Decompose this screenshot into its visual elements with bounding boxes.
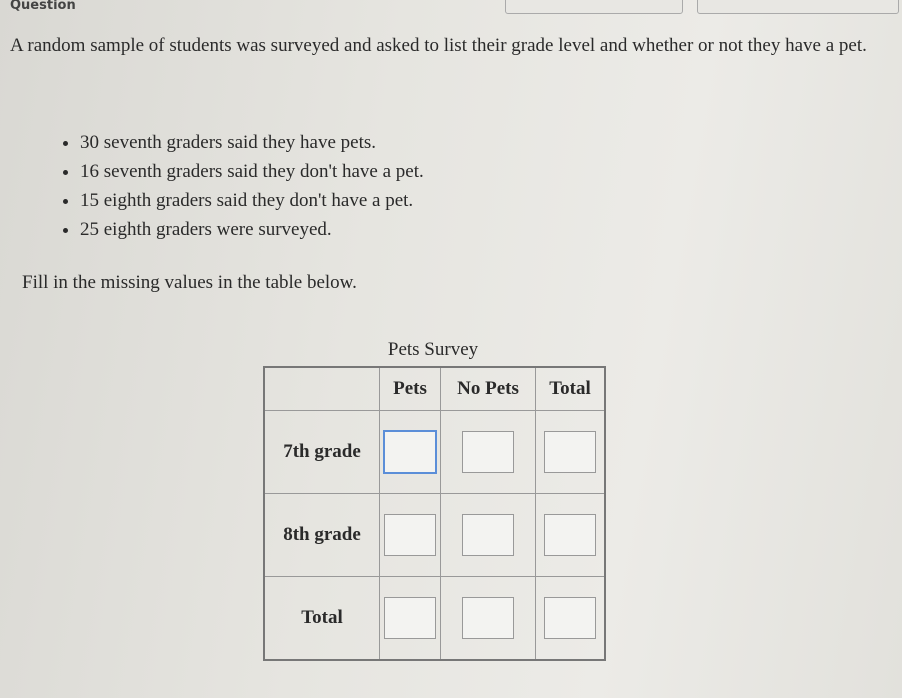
question-prompt: A random sample of students was surveyed and asked to list their grade level and whether or not they have a pet. xyxy=(10,35,867,56)
fact-item: • 16 seventh graders said they don't have a pet. xyxy=(80,157,424,186)
answer-input-7th-total[interactable] xyxy=(544,431,596,473)
corner-cell xyxy=(264,367,380,411)
row-label: 7th grade xyxy=(264,411,380,494)
top-button-2[interactable] xyxy=(697,0,899,14)
answer-input-grand-total[interactable] xyxy=(544,597,596,639)
fact-item: • 25 eighth graders were surveyed. xyxy=(80,215,424,244)
answer-input-7th-pets[interactable] xyxy=(383,430,437,474)
pets-survey-table xyxy=(263,366,606,661)
facts-list xyxy=(60,128,424,244)
table-row xyxy=(264,577,605,661)
table-row xyxy=(264,494,605,577)
top-button-1[interactable] xyxy=(505,0,683,14)
table-caption: Pets Survey xyxy=(387,339,479,360)
answer-input-7th-no-pets[interactable] xyxy=(462,431,514,473)
answer-input-total-pets[interactable] xyxy=(384,597,436,639)
col-header-total: Total xyxy=(536,367,606,411)
table-header-row xyxy=(264,367,605,411)
fact-item: • 15 eighth graders said they don't have a pet. xyxy=(80,186,424,215)
row-label: Total xyxy=(264,577,380,661)
fact-item: • 30 seventh graders said they have pets. xyxy=(80,128,424,157)
answer-input-total-no-pets[interactable] xyxy=(462,597,514,639)
row-label: 8th grade xyxy=(264,494,380,577)
col-header-no-pets: No Pets xyxy=(441,367,536,411)
table-row xyxy=(264,411,605,494)
instruction: Fill in the missing values in the table below. xyxy=(22,272,357,293)
answer-input-8th-no-pets[interactable] xyxy=(462,514,514,556)
question-label: Question xyxy=(10,0,76,13)
col-header-pets: Pets xyxy=(380,367,441,411)
answer-input-8th-pets[interactable] xyxy=(384,514,436,556)
answer-input-8th-total[interactable] xyxy=(544,514,596,556)
